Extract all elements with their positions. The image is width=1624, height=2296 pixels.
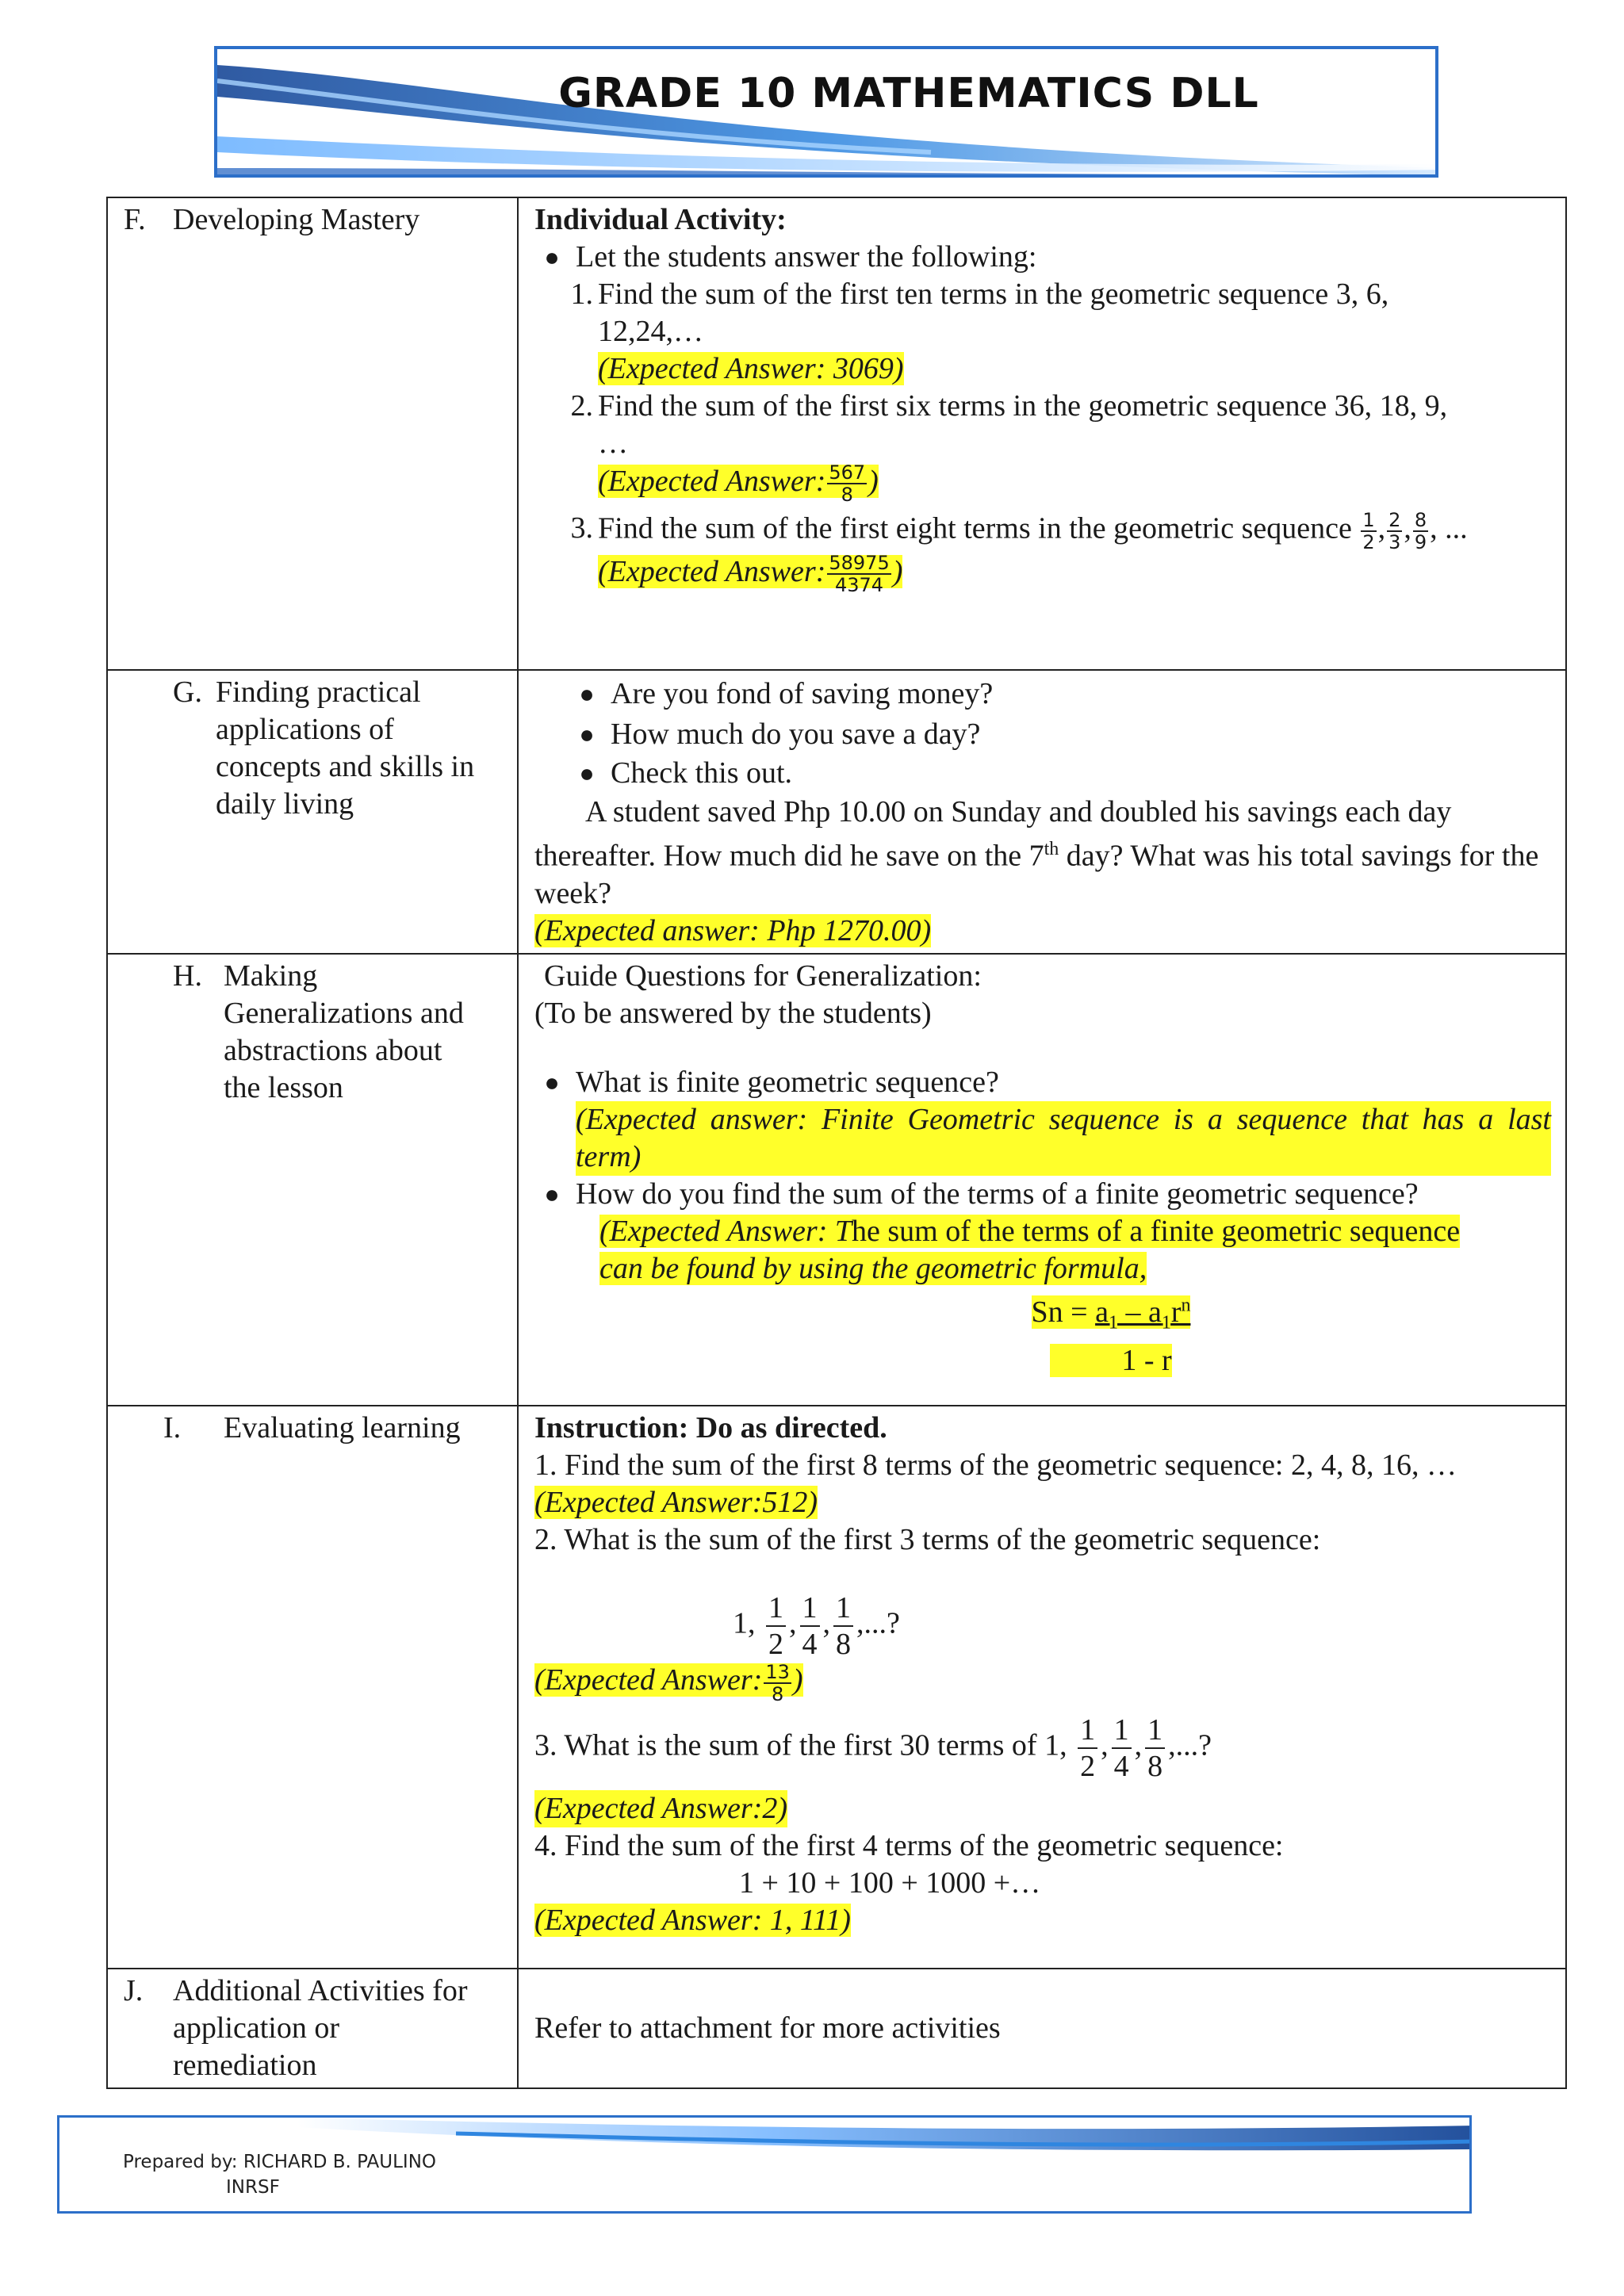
expected-answer-3: (Expected Answer:2): [534, 1790, 787, 1827]
label-cell: [107, 197, 518, 670]
label-cell: [107, 954, 518, 1406]
bullet-text: Let the students answer the following:: [576, 240, 1037, 274]
section-label: Making Generalizations and abstractions about the lesson: [224, 959, 464, 1104]
item-body: [598, 388, 1551, 505]
list-item: [534, 1064, 1551, 1176]
row-generalizations: [107, 954, 1566, 1406]
row-evaluating-learning: [107, 1406, 1566, 1969]
row-additional-activities: [107, 1969, 1566, 2088]
label-cell: [107, 1406, 518, 1969]
item-number: 2.: [570, 389, 593, 423]
content-cell: [518, 1406, 1566, 1969]
section-letter: J.: [124, 1973, 144, 2007]
expected-answer-4: (Expected Answer: 1, 111): [534, 1903, 851, 1937]
question-4: 4. Find the sum of the first 4 terms of the geometric sequence:: [534, 1828, 1284, 1862]
item-text-cont: …: [598, 427, 628, 460]
sequence-fraction: $\frac{2}{3}$: [1388, 509, 1401, 553]
sequence-expression: 1, $\frac{1}{2}$ , $\frac{1}{4}$ , $\frac{1}{8}$ ,...?: [733, 1590, 900, 1661]
expected-answer: (Expected Answer: $\frac{58975}{4374}$ ): [598, 552, 903, 596]
item-body: Find the sum of the first eight terms in the geometric sequence $\frac{1}{2}$ , $\frac{2}{3}$ , $\frac{8}{9}$ , ... (Expected Answer: $\frac{58975}{4374}$ ): [598, 509, 1468, 596]
question-3: 3. What is the sum of the first 30 terms of 1, $\frac{1}{2}$ , $\frac{1}{4}$ , $\frac{1}{8}$ ,...?: [534, 1712, 1212, 1783]
item-number: 1.: [570, 277, 593, 311]
expected-answer: (Expected Answer: $\frac{567}{8}$ ): [598, 461, 879, 506]
item-text-cont: 12,24,…: [598, 315, 703, 348]
item-body: [598, 276, 1551, 388]
section-letter: F.: [124, 203, 146, 236]
item-text: Find the sum of the first six terms in the geometric sequence 36, 18, 9,: [598, 389, 1448, 423]
expected-answer: (Expected Answer: 3069): [598, 352, 904, 385]
sequence-fraction: $\frac{1}{2}$: [1362, 509, 1375, 553]
bullet-icon: ●: [544, 243, 560, 271]
label-cell: [107, 1969, 518, 2088]
guide-subheading: (To be answered by the students): [534, 996, 932, 1030]
row-practical-applications: [107, 670, 1566, 954]
page-title: GRADE 10 MATHEMATICS DLL: [558, 70, 1259, 117]
prepared-by: Prepared by: RICHARD B. PAULINO: [123, 2152, 436, 2172]
section-letter: G.: [173, 675, 202, 709]
instruction-heading: Instruction: Do as directed.: [534, 1410, 887, 1445]
list-item: [534, 1176, 1551, 1380]
answer-fraction: $\frac{58975}{4374}$: [829, 552, 890, 596]
organization: INRSF: [226, 2177, 280, 2198]
list-item: ● Check this out.: [534, 755, 1551, 792]
list-item: [534, 239, 1551, 276]
expected-answer: (Expected answer: Php 1270.00): [534, 913, 932, 947]
section-letter: I.: [163, 1410, 182, 1445]
bullet-icon: ●: [544, 1179, 560, 1208]
activity-heading: Individual Activity:: [534, 203, 787, 236]
word-problem: A student saved Php 10.00 on Sunday and doubled his savings each day thereafter. How much did he save on the 7th day? What was his total savings for the week?: [534, 795, 1539, 910]
item-text: Find the sum of the first ten terms in the geometric sequence 3, 6,: [598, 277, 1389, 311]
expected-answer-1: (Expected Answer:512): [534, 1485, 818, 1519]
numbered-item-3: [552, 510, 1551, 595]
question-1: 1. Find the sum of the first 8 terms of the geometric sequence: 2, 4, 8, 16, …: [534, 1448, 1457, 1482]
list-item: ● How much do you save a day?: [534, 716, 1551, 753]
header-banner: [214, 46, 1438, 178]
section-label: Finding practical applications of concepts and skills in daily living: [216, 675, 475, 821]
row-developing-mastery: [107, 197, 1566, 670]
sequence-fraction: $\frac{8}{9}$: [1414, 509, 1427, 553]
expected-answer: (Expected Answer: The sum of the terms of a finite geometric sequence can be found by using the geometric formula,: [599, 1214, 1461, 1285]
item-number: 3.: [570, 511, 593, 545]
sum-formula: $Sn = a_1 - a_1r^n$ 1 - r: [1031, 1295, 1191, 1377]
footer-credits: [123, 2149, 436, 2200]
content-cell: [518, 954, 1566, 1406]
series-expression: 1 + 10 + 100 + 1000 +…: [739, 1866, 1041, 1900]
numbered-item-2: [552, 388, 1551, 505]
section-label: Additional Activities for application or remediation: [173, 1973, 468, 2082]
expected-answer: (Expected answer: Finite Geometric sequence is a sequence that has a last term): [576, 1101, 1551, 1176]
question-2: 2. What is the sum of the first 3 terms of the geometric sequence:: [534, 1522, 1321, 1556]
section-label: Evaluating learning: [224, 1410, 461, 1445]
guide-heading: Guide Questions for Generalization:: [544, 959, 982, 993]
section-letter: H.: [173, 959, 202, 993]
answer-fraction: $\frac{567}{8}$: [829, 461, 866, 506]
numbered-item-1: [552, 276, 1551, 388]
content-cell: [518, 197, 1566, 670]
question-text: What is finite geometric sequence?: [576, 1065, 999, 1099]
footer-banner: [57, 2115, 1472, 2214]
bullet-icon: ●: [579, 720, 595, 748]
list-item: ● Are you fond of saving money?: [534, 675, 1551, 713]
bullet-icon: ●: [544, 1067, 560, 1096]
label-cell: [107, 670, 518, 954]
question-text: How do you find the sum of the terms of a finite geometric sequence?: [576, 1177, 1419, 1211]
expected-answer-2: (Expected Answer: $\frac{13}{8}$ ): [534, 1660, 803, 1705]
bullet-icon: ●: [579, 759, 595, 787]
content-cell: [518, 1969, 1566, 2088]
additional-activities-text: Refer to attachment for more activities: [534, 2011, 1001, 2045]
bullet-icon: ●: [579, 679, 595, 708]
item-text: Find the sum of the first eight terms in the geometric sequence: [598, 511, 1352, 545]
dll-table: [106, 197, 1567, 2089]
section-label: Developing Mastery: [173, 203, 420, 236]
content-cell: [518, 670, 1566, 954]
